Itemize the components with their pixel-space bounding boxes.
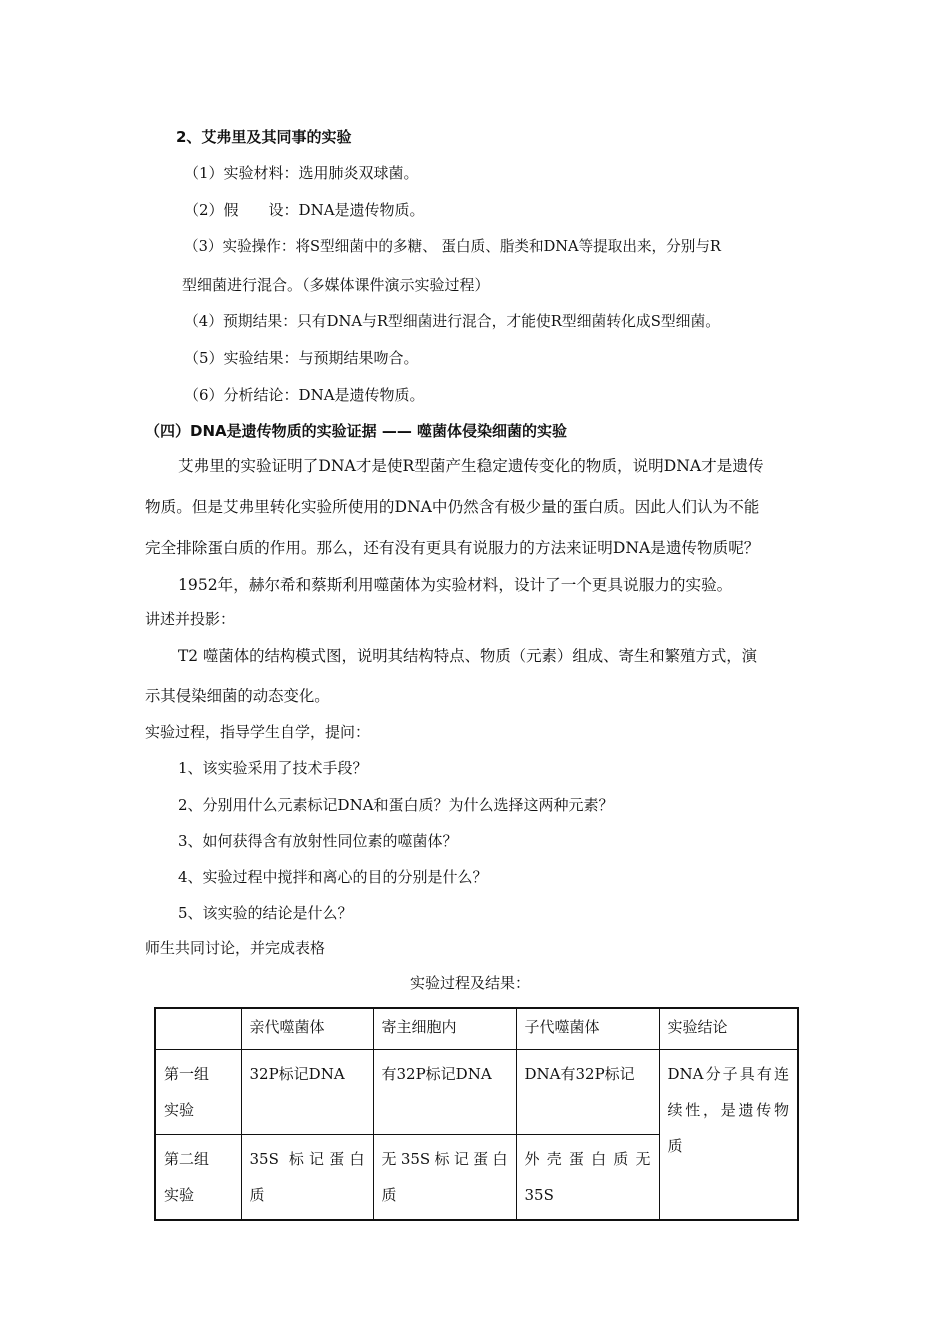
row2-host: 无35S标记蛋白 质	[373, 1135, 516, 1221]
row1-offspring: DNA有32P标记	[516, 1050, 659, 1135]
header-parent-phage: 亲代噬菌体	[241, 1008, 373, 1050]
row1-host: 有32P标记DNA	[373, 1050, 516, 1135]
question-3: 3、如何获得含有放射性同位素的噬菌体？	[178, 832, 458, 850]
row1-label: 第一组 实验	[155, 1050, 241, 1135]
item-5: （5）实验结果：与预期结果吻合。	[184, 349, 419, 367]
table-header-row	[155, 1008, 798, 1050]
para1-line2: 物质。但是艾弗里转化实验所使用的DNA中仍然含有极少量的蛋白质。因此人们认为不能	[145, 498, 760, 516]
row1-parent: 32P标记DNA	[241, 1050, 373, 1135]
discussion: 师生共同讨论，并完成表格	[145, 939, 326, 957]
item-4: （4）预期结果：只有DNA与R型细菌进行混合，才能使R型细菌转化成S型细菌。	[184, 313, 721, 330]
t2-line2: 示其侵染细菌的动态变化。	[145, 687, 330, 705]
section2-heading: 2、艾弗里及其同事的实验	[176, 128, 352, 146]
table-title: 实验过程及结果：	[410, 974, 531, 992]
process-intro: 实验过程，指导学生自学，提问：	[145, 723, 371, 741]
lecture-note: 讲述并投影：	[145, 610, 236, 628]
row2-label: 第二组 实验	[155, 1135, 241, 1221]
t2-line1: T2 噬菌体的结构模式图，说明其结构特点、物质（元素）组成、寄生和繁殖方式，演	[178, 647, 758, 665]
question-4: 4、实验过程中搅拌和离心的目的分别是什么？	[178, 868, 488, 886]
para2: 1952年，赫尔希和蔡斯利用噬菌体为实验材料，设计了一个更具说服力的实验。	[178, 576, 733, 594]
conclusion-cell: DNA分子具有连 续性，是遗传物 质	[659, 1050, 798, 1221]
header-empty	[155, 1008, 241, 1050]
para1-line3: 完全排除蛋白质的作用。那么，还有没有更具有说服力的方法来证明DNA是遗传物质呢？	[145, 539, 760, 557]
header-offspring-phage: 子代噬菌体	[516, 1008, 659, 1050]
question-2: 2、分别用什么元素标记DNA和蛋白质？为什么选择这两种元素？	[178, 796, 614, 814]
row2-offspring: 外壳蛋白质无 35S	[516, 1135, 659, 1221]
question-1: 1、该实验采用了技术手段？	[178, 759, 368, 777]
header-host-cell: 寄主细胞内	[373, 1008, 516, 1050]
results-table	[154, 1007, 799, 1221]
item-2: （2）假 设：DNA是遗传物质。	[184, 201, 425, 219]
item-3: （3）实验操作：将S型细菌中的多糖、 蛋白质、脂类和DNA等提取出来，分别与R	[184, 238, 721, 255]
item-1: （1）实验材料：选用肺炎双球菌。	[184, 164, 419, 182]
row2-parent: 35S 标记蛋白 质	[241, 1135, 373, 1221]
table-row	[155, 1050, 798, 1135]
question-5: 5、该实验的结论是什么？	[178, 904, 353, 922]
section4-heading: （四）DNA是遗传物质的实验证据 —— 噬菌体侵染细菌的实验	[145, 422, 568, 440]
item-3-cont: 型细菌进行混合。（多媒体课件演示实验过程）	[182, 276, 490, 294]
para1-line1: 艾弗里的实验证明了DNA才是使R型菌产生稳定遗传变化的物质，说明DNA才是遗传	[178, 457, 764, 475]
item-6: （6）分析结论：DNA是遗传物质。	[184, 386, 425, 404]
header-conclusion: 实验结论	[659, 1008, 798, 1050]
